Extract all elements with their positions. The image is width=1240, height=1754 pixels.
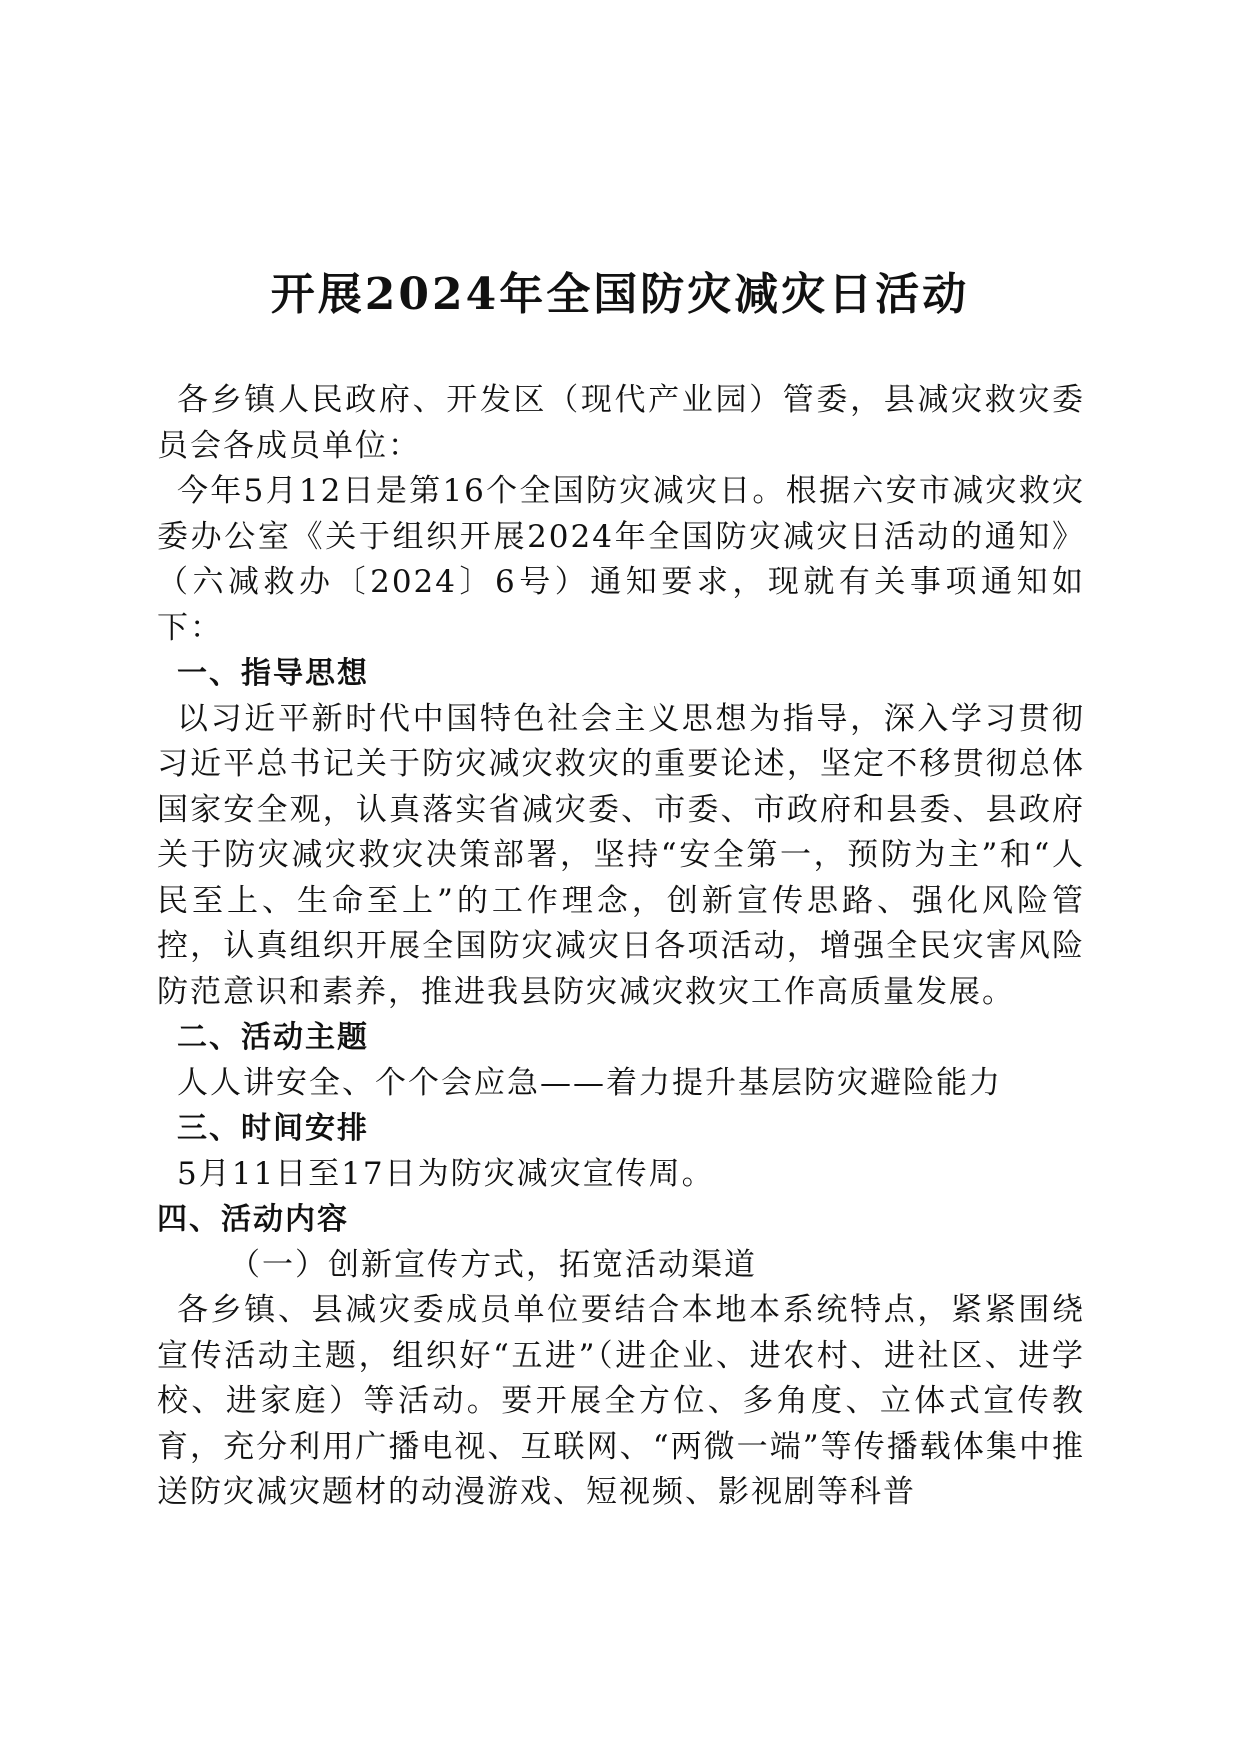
section-heading-activity-theme: 二、活动主题 xyxy=(177,1020,369,1055)
section-heading-guiding-ideology: 一、指导思想 xyxy=(177,656,369,691)
section-paragraph-activity-theme: 人人讲安全、个个会应急——着力提升基层防灾避险能力 xyxy=(177,1064,1002,1101)
section-heading-activity-content: 四、活动内容 xyxy=(157,1202,349,1237)
section-subheading-publicity: （一）创新宣传方式，拓宽活动渠道 xyxy=(229,1246,757,1283)
section-paragraph-guiding-ideology: 以习近平新时代中国特色社会主义思想为指导，深入学习贯彻习近平总书记关于防灾减灾救灾的重要论述，坚定不移贯彻总体国家安全观，认真落实省减灾委、市委、市政府和县委、县政府关于防灾减灾救灾决策部署，坚持“安全第一，预防为主”和“人民至上、生命至上”的工作理念，创新宣传思路、强化风险管控，认真组织开展全国防灾减灾日各项活动，增强全民灾害风险防范意识和素养，推进我县防灾减灾救灾工作高质量发展。 xyxy=(157,700,1085,1010)
section-paragraph-activity-content: 各乡镇、县减灾委成员单位要结合本地本系统特点，紧紧围绕宣传活动主题，组织好“五进”（进企业、进农村、进社区、进学校、进家庭）等活动。要开展全方位、多角度、立体式宣传教育，充分利用广播电视、互联网、“两微一端”等传播载体集中推送防灾减灾题材的动漫游戏、短视频、影视剧等科普 xyxy=(157,1292,1085,1510)
salutation-paragraph: 各乡镇人民政府、开发区（现代产业园）管委，县减灾救灾委员会各成员单位： xyxy=(157,382,1085,464)
section-paragraph-schedule: 5月11日至17日为防灾减灾宣传周。 xyxy=(177,1155,715,1192)
section-heading-schedule: 三、时间安排 xyxy=(177,1111,369,1146)
intro-paragraph: 今年5月12日是第16个全国防灾减灾日。根据六安市减灾救灾委办公室《关于组织开展2024年全国防灾减灾日活动的通知》（六减救办〔2024〕6号）通知要求，现就有关事项通知如下： xyxy=(157,473,1085,646)
document-body xyxy=(157,378,1085,1516)
document-title: 开展2024年全国防灾减灾日活动 xyxy=(270,269,970,320)
